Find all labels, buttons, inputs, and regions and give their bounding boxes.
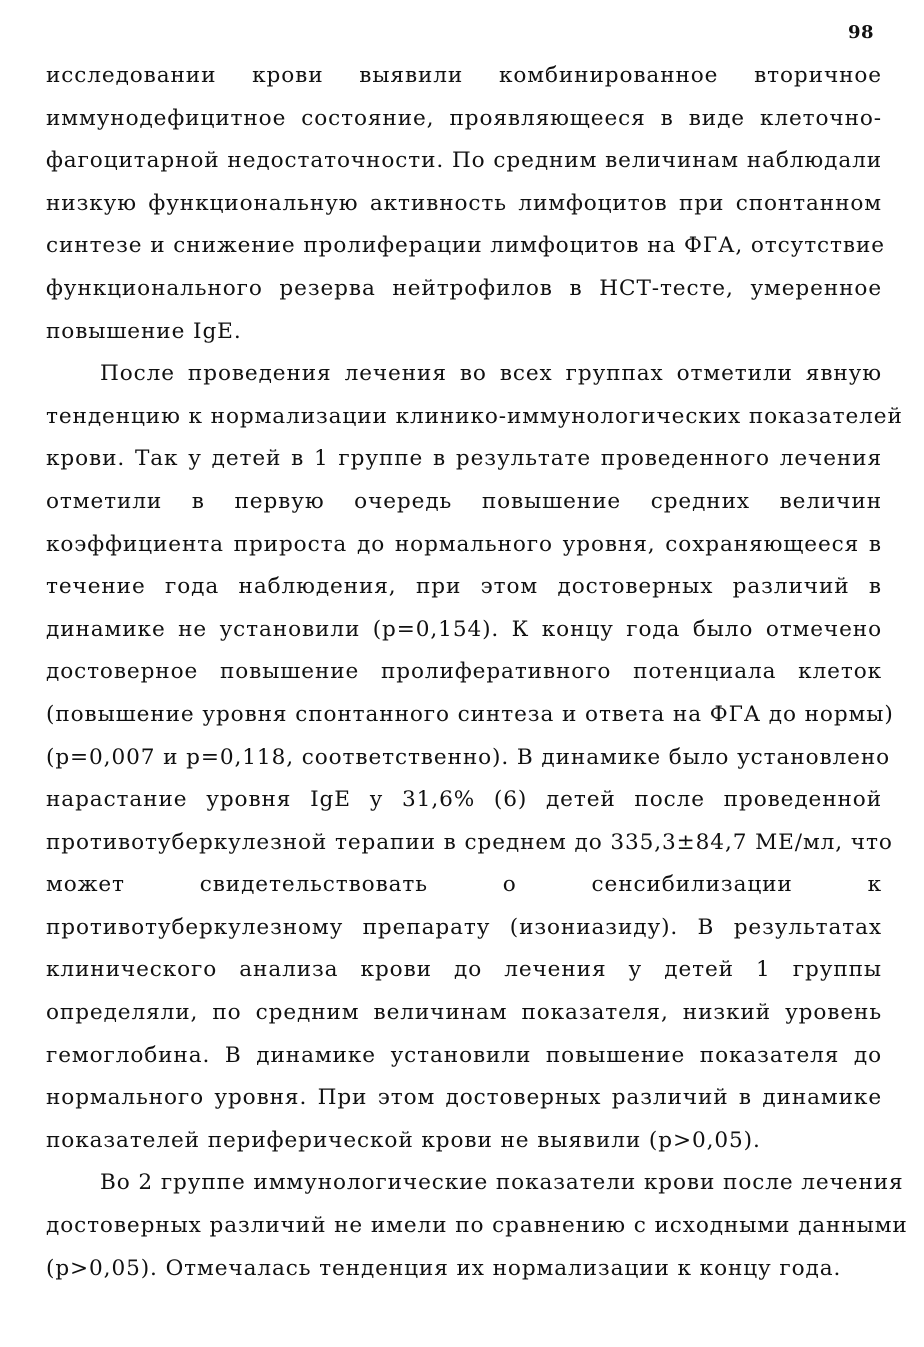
text-line: может свидетельствовать о сенсибилизации к <box>46 872 882 898</box>
text-line: нормального уровня. При этом достоверных различий в динамике <box>46 1085 882 1111</box>
text-line: динамике не установили (р=0,154). К концу года было отмечено <box>46 616 882 642</box>
text-line: Во 2 группе иммунологические показатели крови после лечения <box>100 1170 904 1196</box>
paragraph-1 <box>46 55 885 353</box>
text-line: гемоглобина. В динамике установили повышение показателя до <box>46 1042 882 1068</box>
text-line: (р=0,007 и р=0,118, соответственно). В динамике было установлено <box>46 744 891 770</box>
text-line: показателей периферической крови не выявили (р>0,05). <box>46 1127 761 1153</box>
text-line: крови. Так у детей в 1 группе в результате проведенного лечения <box>46 446 882 472</box>
text-line: низкую функциональную активность лимфоцитов при спонтанном <box>46 190 882 216</box>
text-line: фагоцитарной недостаточности. По средним величинам наблюдали <box>46 148 882 174</box>
text-line: достоверных различий не имели по сравнению с исходными данными <box>46 1213 908 1239</box>
text-line: После проведения лечения во всех группах отметили явную <box>100 361 882 387</box>
text-line: синтезе и снижение пролиферации лимфоцитов на ФГА, отсутствие <box>46 233 885 259</box>
paragraph-2 <box>46 353 903 1162</box>
text-line: коэффициента прироста до нормального уровня, сохраняющееся в <box>46 531 882 557</box>
text-line: противотуберкулезной терапии в среднем до 335,3±84,7 МЕ/мл, что <box>46 829 893 855</box>
text-line: исследовании крови выявили комбинированное вторичное <box>46 63 882 88</box>
text-line: отметили в первую очередь повышение средних величин <box>46 488 882 514</box>
document-body <box>46 55 908 1290</box>
page-number: 98 <box>847 22 874 43</box>
text-line: тенденцию к нормализации клинико-иммунологических показателей <box>46 403 903 429</box>
text-line: иммунодефицитное состояние, проявляющееся в виде клеточно- <box>46 105 882 131</box>
paragraph-3 <box>46 1162 908 1290</box>
text-line: течение года наблюдения, при этом достоверных различий в <box>46 574 882 600</box>
text-line: (повышение уровня спонтанного синтеза и ответа на ФГА до нормы) <box>46 701 894 727</box>
text-line: (р>0,05). Отмечалась тенденция их нормализации к концу года. <box>46 1255 842 1281</box>
text-line: достоверное повышение пролиферативного потенциала клеток <box>46 659 882 685</box>
text-line: противотуберкулезному препарату (изониазиду). В результатах <box>46 914 882 940</box>
text-line: клинического анализа крови до лечения у детей 1 группы <box>46 957 882 983</box>
text-line: повышение IgE. <box>46 318 242 344</box>
text-line: определяли, по средним величинам показателя, низкий уровень <box>46 1000 882 1026</box>
text-line: функционального резерва нейтрофилов в НСТ-тесте, умеренное <box>46 275 882 301</box>
text-line: нарастание уровня IgE у 31,6% (6) детей после проведенной <box>46 787 882 813</box>
